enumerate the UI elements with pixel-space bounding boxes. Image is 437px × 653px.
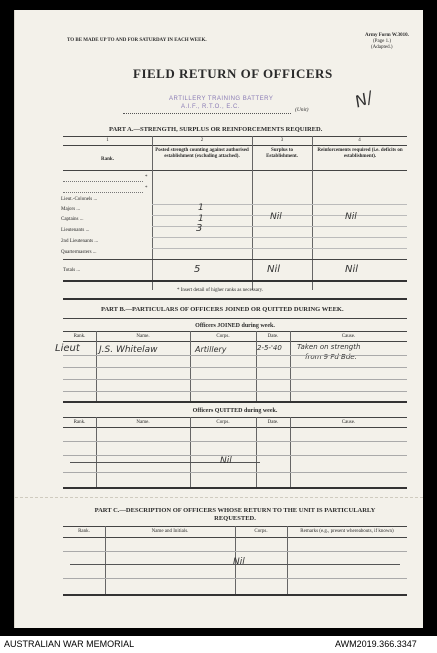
unit-stamp-line2: A.I.F., R.T.O., E.C. (181, 104, 241, 110)
quitted-row-rule-3 (63, 472, 407, 473)
quitted-vline-2 (190, 417, 191, 487)
joined-corps: Artillery (195, 345, 227, 354)
joined-heading-rule (63, 331, 407, 332)
rank-lieut-colonels: Lieut.-Colonels ... (61, 197, 98, 202)
unit-line (123, 113, 291, 114)
adapted-note: (Adapted.) (371, 45, 393, 50)
part-a-end-rule (63, 298, 407, 300)
part-c-end-rule (63, 594, 407, 596)
quitted-nil: Nil (220, 456, 232, 466)
quitted-row-rule-2 (63, 455, 407, 456)
joined-date: 2-5-'40 (257, 344, 282, 352)
joined-cause-line2: from 9 Fd Bde. (305, 353, 357, 361)
col-num-3: 3 (280, 138, 284, 143)
row-rule-4 (152, 237, 407, 238)
quitted-col-date: Date. (267, 420, 279, 425)
part-c-vline-1 (105, 526, 106, 594)
part-c-heading-line2: REQUESTED. (214, 515, 256, 522)
joined-col-date: Date. (267, 334, 279, 339)
col-num-rule (63, 145, 407, 146)
part-b-heading: PART B.—PARTICULARS OF OFFICERS JOINED OR QUITTED DURING WEEK. (101, 306, 344, 313)
part-c-nil: Nil (233, 557, 245, 567)
quitted-vline-4 (290, 417, 291, 487)
col-num-2: 2 (200, 138, 204, 143)
col-header-rank: Rank. (101, 157, 114, 162)
totals-bottom-rule (63, 280, 407, 282)
star-mark-1: * (145, 175, 148, 180)
part-c-col-name: Name and Initials. (151, 529, 189, 534)
totals-reinf: Nil (345, 264, 359, 275)
reinf-nil: Nil (345, 212, 357, 222)
rank-quartermasters: Quartermasters ... (61, 250, 97, 255)
quitted-col-corps: Corps. (216, 420, 230, 425)
part-b-top-rule (63, 318, 407, 319)
joined-row-rule-2 (63, 367, 407, 368)
quitted-vline-1 (96, 417, 97, 487)
joined-col-name: Name. (136, 334, 150, 339)
part-c-heading-line1: PART C.—DESCRIPTION OF OFFICERS WHOSE RETURN TO THE UNIT IS PARTICULARLY (94, 507, 376, 514)
rank-2nd-lieutenants: 2nd Lieutenants ... (61, 239, 99, 244)
form-title: FIELD RETURN OF OFFICERS (133, 66, 333, 81)
part-a-top-rule (63, 136, 407, 137)
posted-lieutenants: 3 (196, 223, 203, 234)
part-a-vline-3 (312, 136, 313, 290)
form-page (14, 10, 423, 628)
joined-col-rank: Rank. (73, 334, 86, 339)
quitted-col-rank: Rank. (73, 420, 86, 425)
part-a-heading: PART A.—STRENGTH, SURPLUS OR REINFORCEMENTS REQUIRED. (109, 126, 323, 133)
quitted-vline-3 (256, 417, 257, 487)
joined-col-cause: Cause. (341, 334, 356, 339)
quitted-col-name: Name. (136, 420, 150, 425)
rank-lieutenants: Lieutenants ... (61, 228, 90, 233)
col-header-surplus: Surplus to Establishment. (266, 148, 298, 159)
col-num-1: 1 (106, 138, 109, 143)
quitted-row-rule-1 (63, 441, 407, 442)
part-c-col-corps: Corps. (254, 529, 268, 534)
joined-rank: Lieut (55, 343, 80, 354)
posted-majors: 1 (198, 203, 204, 213)
form-number: Army Form W.3010. (365, 33, 409, 38)
quitted-col-cause: Cause. (341, 420, 356, 425)
row-rule-1 (152, 204, 407, 205)
joined-end-rule (63, 401, 407, 403)
page-number: (Page 1.) (373, 39, 392, 44)
joined-row-rule-4 (63, 391, 407, 392)
totals-posted: 5 (194, 264, 201, 275)
part-c-col-rank: Rank. (78, 529, 90, 534)
rank-majors: Majors ... (61, 207, 81, 212)
joined-col-rule (63, 341, 407, 342)
header-rule (63, 170, 407, 171)
rank-captains: Captains ... (61, 217, 84, 222)
part-a-vline-2 (252, 136, 253, 290)
footnote: * Insert detail of higher ranks as necessary. (177, 288, 264, 293)
joined-heading: Officers JOINED during week. (195, 323, 275, 329)
star-row-line-1 (63, 181, 143, 182)
totals-top-rule (63, 259, 407, 260)
corner-mark: N/ (352, 87, 376, 112)
totals-label: Totals ... (63, 268, 81, 273)
archive-footer (0, 636, 437, 653)
joined-row-rule-1 (63, 355, 407, 356)
row-rule-3 (152, 226, 407, 227)
part-c-vline-3 (287, 526, 288, 594)
joined-row-rule-3 (63, 379, 407, 380)
unit-label: (Unit) (295, 107, 309, 113)
posted-captains: 1 (198, 214, 204, 224)
surplus-nil: Nil (270, 212, 282, 222)
row-rule-5 (152, 248, 407, 249)
quitted-col-rule (63, 427, 407, 428)
quitted-heading-rule (63, 417, 407, 418)
quitted-end-rule (63, 487, 407, 489)
col-header-reinf: Reinforcements required (i.e. deficits on establishment). (317, 148, 403, 159)
joined-cause-line1: Taken on strength (297, 343, 361, 351)
part-c-row-rule-1 (63, 551, 407, 552)
unit-stamp-line1: ARTILLERY TRAINING BATTERY (169, 96, 274, 102)
top-instruction: TO BE MADE UP TO AND FOR SATURDAY IN EACH WEEK. (67, 38, 207, 43)
quitted-heading: Officers QUITTED during week. (192, 408, 278, 414)
totals-surplus: Nil (267, 264, 281, 275)
footer-institution: AUSTRALIAN WAR MEMORIAL (4, 639, 135, 649)
footer-accession: AWM2019.366.3347 (335, 639, 417, 649)
col-num-4: 4 (358, 138, 361, 143)
col-header-posted: Posted strength counting against authorised establishment (excluding attached). (155, 148, 249, 159)
part-c-col-remarks: Remarks (e.g., present whereabouts, if known) (300, 529, 394, 534)
star-mark-2: * (145, 186, 148, 191)
part-a-vline-1 (152, 136, 153, 290)
joined-col-corps: Corps. (216, 334, 230, 339)
star-row-line-2 (63, 192, 143, 193)
paper-fold (15, 497, 423, 498)
joined-name: J.S. Whitelaw (99, 345, 158, 355)
part-c-row-rule-2 (63, 578, 407, 579)
